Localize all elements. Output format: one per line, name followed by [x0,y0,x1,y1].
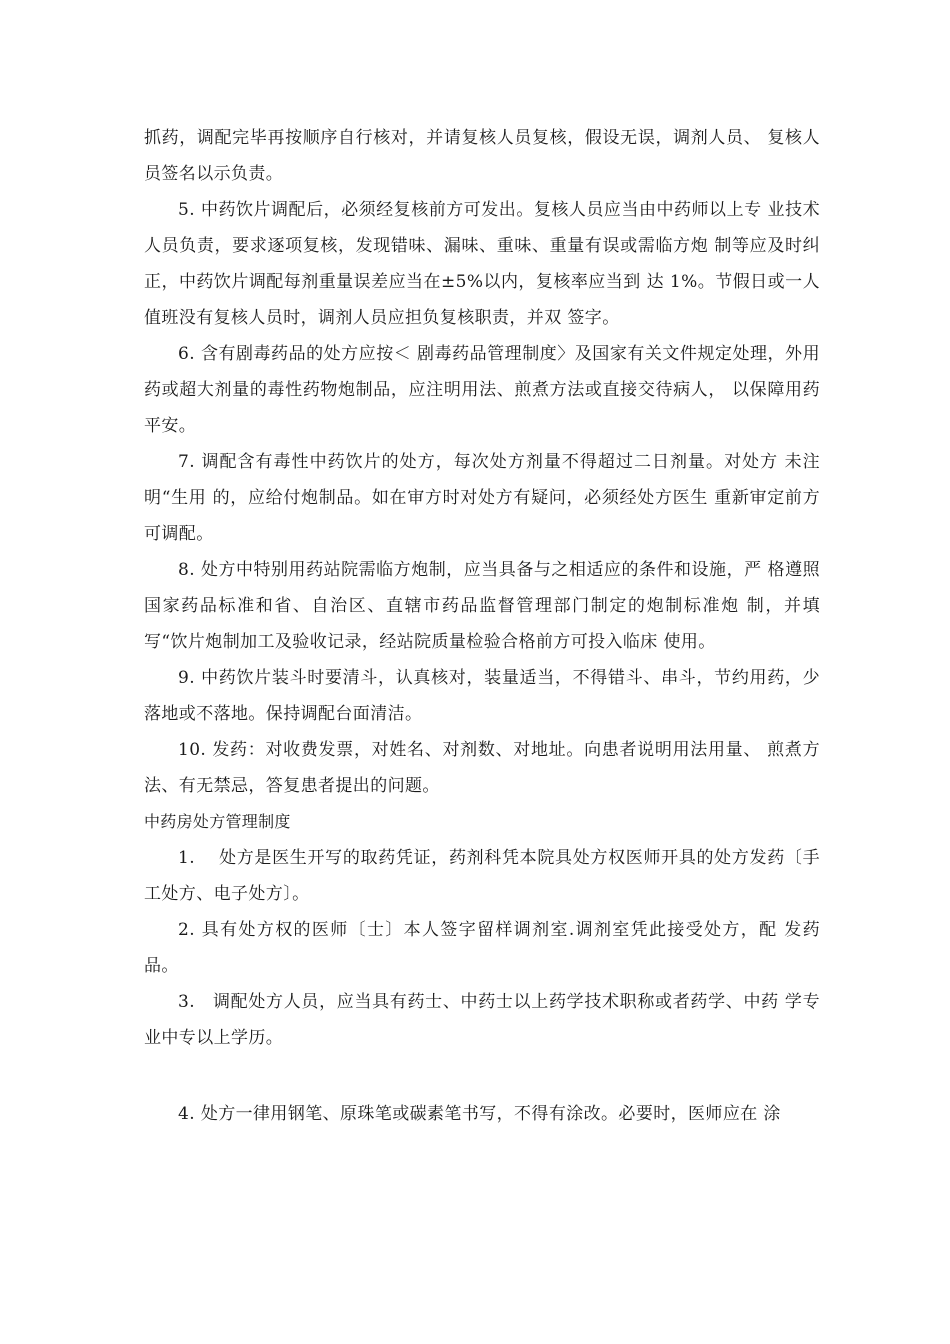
rule-item-1: 1. 处方是医生开写的取药凭证，药剂科凭本院具处方权医师开具的处方发药〔手工处方、电子处方〕。 [144,848,820,904]
rule-item-3: 3. 调配处方人员，应当具有药士、中药士以上药学技术职称或者药学、中药 学专业中专以上学历。 [144,992,820,1048]
paragraph-item-5: 5. 中药饮片调配后，必须经复核前方可发出。复核人员应当由中药师以上专 业技术人员负责，要求逐项复核，发现错味、漏味、重味、重量有误或需临方炮 制等应及时纠正，中药饮片调配每剂重量误差应当在±5%以内，复核率应当到 达 1%。节假日或一人值班没有复核人员时，调剂人员应担负复核职责，并双 签字。 [144,200,820,328]
section-title: 中药房处方管理制度 [144,812,291,831]
paragraph-item-6: 6. 含有剧毒药品的处方应按＜ 剧毒药品管理制度〉及国家有关文件规定处理，外用药或超大剂量的毒性药物炮制品，应注明用法、煎煮方法或直接交待病人， 以保障用药平安。 [144,344,820,436]
paragraph-item-9: 9. 中药饮片装斗时要清斗，认真核对，装量适当，不得错斗、串斗，节约用药，少落地或不落地。保持调配台面清洁。 [144,668,820,724]
rule-item-4: 4. 处方一律用钢笔、原珠笔或碳素笔书写，不得有涂改。必要时，医师应在 涂 [178,1104,781,1124]
document-body [144,120,820,1132]
rule-item-2: 2. 具有处方权的医师〔士〕本人签字留样调剂室.调剂室凭此接受处方，配 发药品。 [144,920,820,976]
paragraph-item-10: 10. 发药：对收费发票，对姓名、对剂数、对地址。向患者说明用法用量、 煎煮方法、有无禁忌，答复患者提出的问题。 [144,740,820,796]
paragraph-item-7: 7. 调配含有毒性中药饮片的处方，每次处方剂量不得超过二日剂量。对处方 未注明“生用 的，应给付炮制品。如在审方时对处方有疑问，必须经处方医生 重新审定前方可调配。 [144,452,820,544]
paragraph-item-8: 8. 处方中特别用药站院需临方炮制，应当具备与之相适应的条件和设施，严 格遵照国家药品标准和省、自治区、直辖市药品监督管理部门制定的炮制标准炮 制，并填写“饮片炮制加工及验收记录，经站院质量检验合格前方可投入临床 使用。 [144,560,820,652]
paragraph-continuation: 抓药，调配完毕再按顺序自行核对，并请复核人员复核，假设无误，调剂人员、 复核人员签名以示负责。 [144,128,820,184]
